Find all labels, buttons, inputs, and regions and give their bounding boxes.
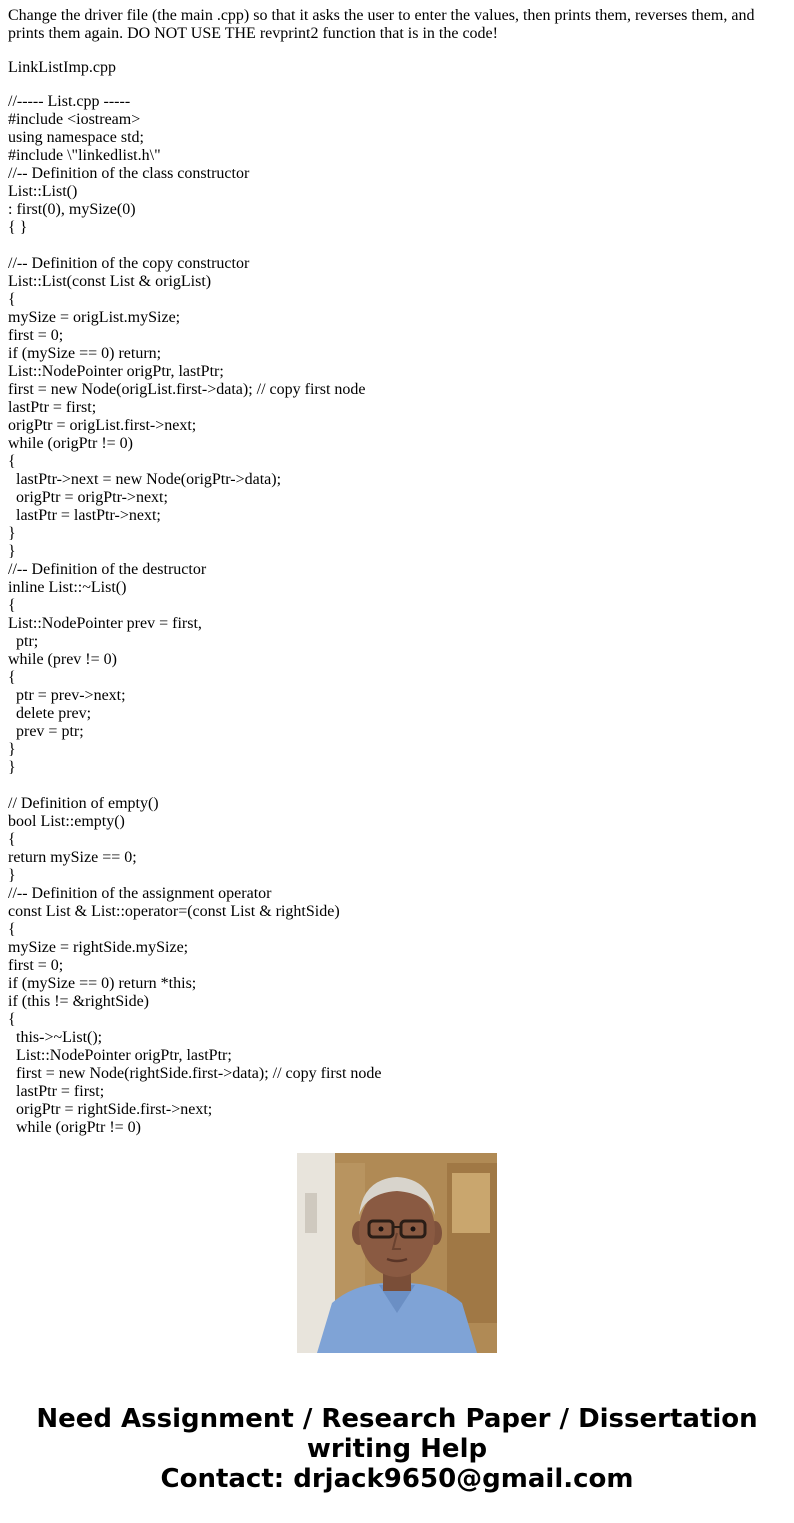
author-portrait-image [297, 1153, 497, 1353]
question-content [8, 7, 778, 1136]
code-filename: LinkListImp.cpp [8, 59, 116, 76]
footer-line-2: writing Help [306, 1434, 488, 1464]
code-listing: //----- List.cpp ----- #include <iostream> using namespace std; #include \"linkedlist.h\" //-- Definition of the class constructor List::List() : first(0), mySize(0) { } //-- Definition of the copy constructor List::List(const List & origList) { mySize = origList.mySize; first = 0; if (mySize == 0) return; List::NodePointer origPtr, lastPtr; first = new Node(origList.first->data); // copy first node lastPtr = first; origPtr = origList.first->next; while (origPtr != 0) { lastPtr->next = new Node(origPtr->data); origPtr = origPtr->next; lastPtr = lastPtr->next; } } //-- Definition of the destructor inline List::~List() { List::NodePointer prev = first, ptr; while (prev != 0) { ptr = prev->next; delete prev; prev = ptr; } } // Definition of empty() bool List::empty() { return mySize == 0; } //-- Definition of the assignment operator const List & List::operator=(const List & rightSide) { mySize = rightSide.mySize; first = 0; if (mySize == 0) return *this; if (this != &rightSide) { this->~List(); List::NodePointer origPtr, lastPtr; first = new Node(rightSide.first->data); // copy first node lastPtr = first; origPtr = rightSide.first->next; while (origPtr != 0) [8, 93, 382, 1136]
footer-advertisement [0, 1404, 794, 1494]
question-instructions: Change the driver file (the main .cpp) so that it asks the user to enter the values, then prints them, reverses them, and prints them again. DO NOT USE THE revprint2 function that is in the code! [8, 7, 755, 42]
footer-contact: Contact: drjack9650@gmail.com [160, 1464, 634, 1494]
author-avatar [297, 1153, 497, 1353]
footer-line-1: Need Assignment / Research Paper / Dissertation [36, 1404, 758, 1434]
